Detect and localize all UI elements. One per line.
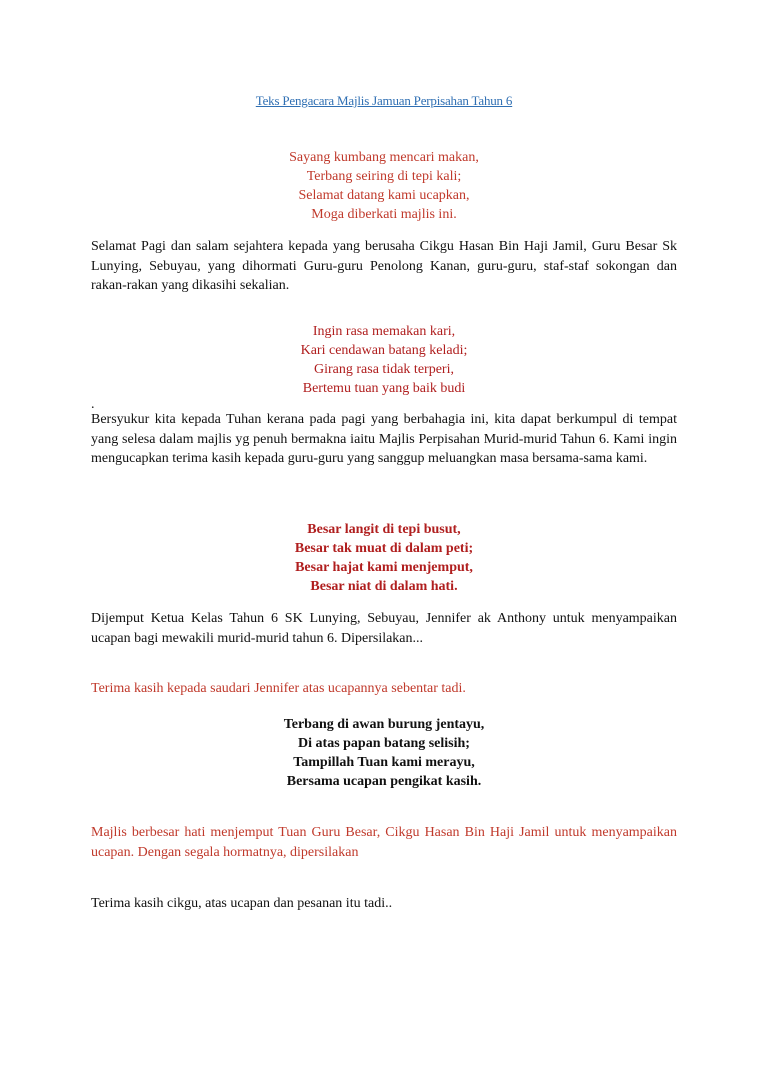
stray-period: . <box>91 397 95 412</box>
closing-thanks-paragraph: Terima kasih cikgu, atas ucapan dan pesanan itu tadi.. <box>91 896 393 911</box>
pantun-line: Moga diberkati majlis ini. <box>311 207 457 222</box>
pantun-welcome <box>0 148 768 224</box>
pantun-line: Besar niat di dalam hati. <box>310 579 458 594</box>
pantun-line: Terbang seiring di tepi kali; <box>306 169 462 184</box>
pantun-line: Di atas papan batang selisih; <box>298 736 470 751</box>
pantun-line: Terbang di awan burung jentayu, <box>283 717 485 732</box>
pantun-jentayu <box>0 715 768 791</box>
pantun-line: Girang rasa tidak terperi, <box>314 362 454 377</box>
gratitude-paragraph: Bersyukur kita kepada Tuhan kerana pada pagi yang berbahagia ini, kita dapat berkumpul di tempat yang selesa dalam majlis yg penuh bermakna iaitu Majlis Perpisahan Murid-murid Tahun 6. Kami ingin mengucapkan terima kasih kepada guru-guru yang sanggup meluangkan masa bersama-sama kami. <box>91 412 677 466</box>
pantun-line: Besar tak muat di dalam peti; <box>294 541 474 556</box>
pantun-kari <box>0 322 768 398</box>
pantun-line: Ingin rasa memakan kari, <box>312 324 456 339</box>
invitation-student-paragraph: Dijemput Ketua Kelas Tahun 6 SK Lunying, Sebuyau, Jennifer ak Anthony untuk menyampaikan ucapan bagi mewakili murid-murid tahun 6. Dipersilakan... <box>91 611 677 646</box>
pantun-line: Bersama ucapan pengikat kasih. <box>286 774 482 789</box>
pantun-line: Tampillah Tuan kami merayu, <box>293 755 475 770</box>
invitation-headmaster-paragraph: Majlis berbesar hati menjemput Tuan Guru Besar, Cikgu Hasan Bin Haji Jamil untuk menyampaikan ucapan. Dengan segala hormatnya, dipersilakan <box>91 825 677 860</box>
pantun-line: Selamat datang kami ucapkan, <box>298 188 470 203</box>
pantun-line: Bertemu tuan yang baik budi <box>302 381 466 396</box>
document-title: Teks Pengacara Majlis Jamuan Perpisahan Tahun 6 <box>255 93 513 108</box>
thanks-student-paragraph: Terima kasih kepada saudari Jennifer atas ucapannya sebentar tadi. <box>91 681 466 696</box>
greeting-paragraph: Selamat Pagi dan salam sejahtera kepada yang berusaha Cikgu Hasan Bin Haji Jamil, Guru Besar Sk Lunying, Sebuyau, yang dihormati Guru-guru Penolong Kanan, guru-guru, staf-staf sokongan dan rakan-rakan yang dikasihi sekalian. <box>91 239 677 293</box>
pantun-line: Besar hajat kami menjemput, <box>295 560 473 575</box>
pantun-line: Besar langit di tepi busut, <box>307 522 461 537</box>
pantun-besar <box>0 520 768 596</box>
pantun-line: Sayang kumbang mencari makan, <box>289 150 479 165</box>
pantun-line: Kari cendawan batang keladi; <box>300 343 468 358</box>
